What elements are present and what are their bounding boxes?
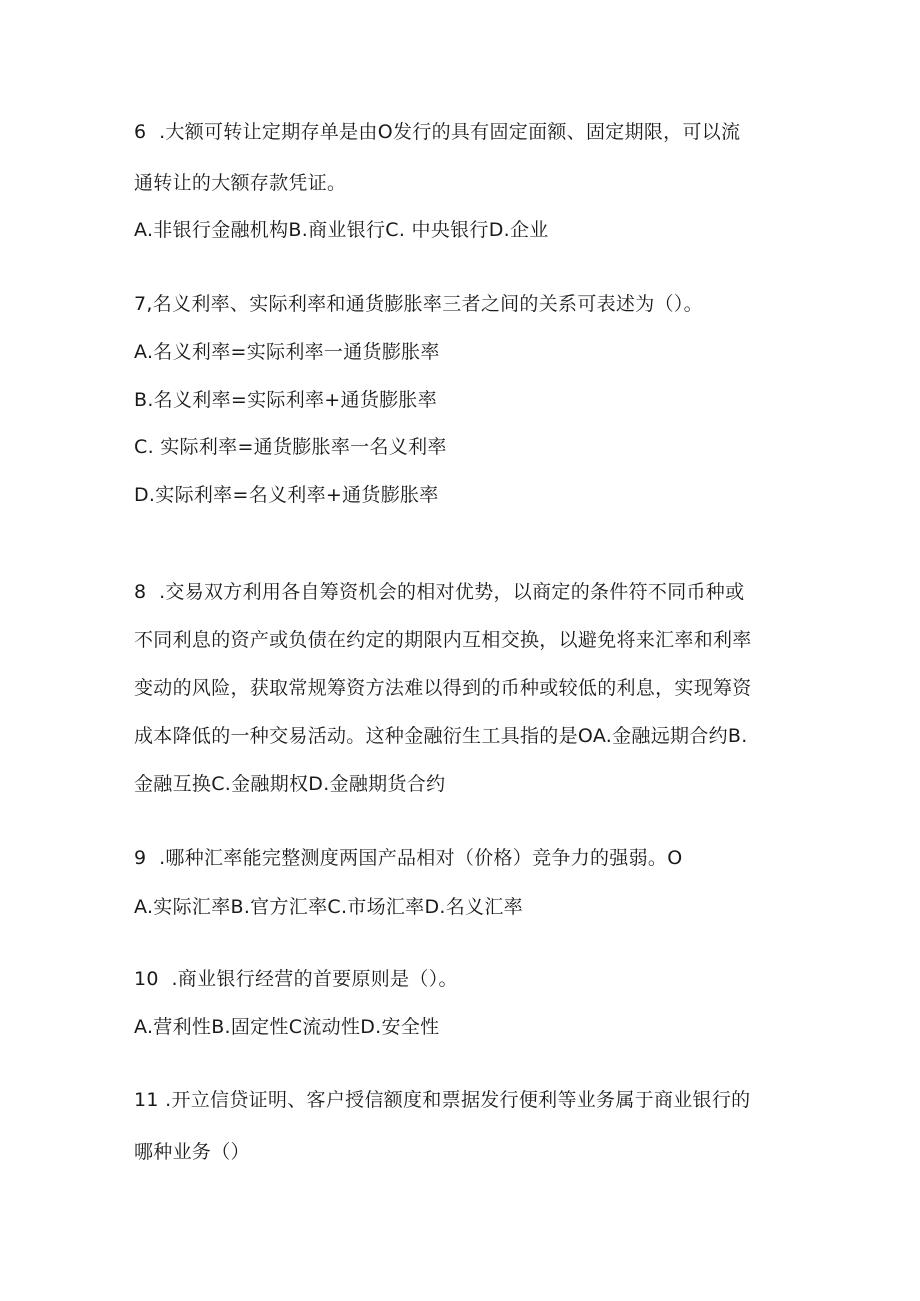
question-6-options: A.非银行金融机构B.商业银行C. 中央银行D.企业	[134, 219, 549, 241]
question-10-options: A.营利性B.固定性C流动性D.安全性	[134, 1016, 440, 1038]
question-7-text: 7,名义利率、实际利率和通货膨胀率三者之间的关系可表述为（）。	[134, 293, 703, 315]
question-6-line-1: 6 .大额可转让定期存单是由O发行的具有固定面额、固定期限，可以流	[134, 121, 741, 143]
question-7-option-a: A.名义利率=实际利率一通货膨胀率	[134, 341, 440, 363]
question-7-option-c: C. 实际利率=通货膨胀率一名义利率	[134, 436, 447, 458]
question-6-line-2: 通转让的大额存款凭证。	[134, 172, 347, 194]
question-8-line-1: 8 .交易双方利用各自筹资机会的相对优势，以商定的条件符不同币种或	[134, 581, 745, 603]
question-9-options: A.实际汇率B.官方汇率C.市场汇率D.名义汇率	[134, 896, 523, 918]
question-8-line-5: 金融互换C.金融期权D.金融期货合约	[134, 773, 446, 795]
question-7-option-b: B.名义利率=实际利率+通货膨胀率	[134, 389, 438, 411]
question-8-line-3: 变动的风险，获取常规筹资方法难以得到的币种或较低的利息，实现筹资	[134, 677, 752, 699]
question-11-line-1: 11 .开立信贷证明、客户授信额度和票据发行便利等业务属于商业银行的	[134, 1089, 751, 1111]
question-7-option-d: D.实际利率=名义利率+通货膨胀率	[134, 484, 439, 506]
question-8-line-2: 不同利息的资产或负债在约定的期限内互相交换，以避免将来汇率和利率	[134, 629, 752, 651]
question-8-line-4: 成本降低的一种交易活动。这种金融衍生工具指的是OA.金融远期合约B.	[134, 725, 748, 747]
question-11-line-2: 哪种业务（）	[134, 1141, 250, 1163]
question-10-text: 10 .商业银行经营的首要原则是（）。	[134, 968, 458, 990]
question-9-text: 9 .哪种汇率能完整测度两国产品相对（价格）竞争力的强弱。O	[134, 847, 683, 869]
